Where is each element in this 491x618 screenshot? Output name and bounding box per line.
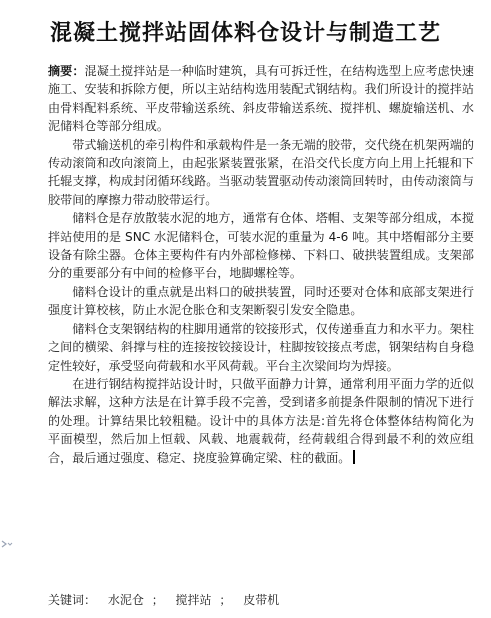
body-paragraph: 储料仓是存放散装水泥的地方，通常有仓体、塔帽、支架等部分组成，本搅拌站使用的是 SNC 水泥储料仓，可装水泥的重量为 4-6 吨。其中塔帽部分主要设备有除尘器。仓体主要构件有内外部检修梯、下料口、破拱装置组成。支架部分的重要部分有中间的检修平台，地脚螺栓等。	[48, 211, 474, 281]
keyword-separator: ；	[219, 593, 232, 607]
body-paragraph-text: 在进行钢结构搅拌站设计时，只做平面静力计算，通常利用平面力学的近似解法求解，这种方法是在计算手段不完善，受到诸多前提条件限制的情况下进行的处理。计算结果比较粗糙。设计中的具体方法是:首先将仓体整体结构简化为平面模型，然后加上恒载、风载、地震载荷，经荷载组合得到最不利的效应组合，最后通过强度、稳定、挠度验算确定梁、柱的截面。	[48, 376, 474, 465]
document-title: 混凝土搅拌站固体料仓设计与制造工艺	[49, 21, 441, 46]
keywords-line	[48, 591, 283, 608]
abstract-paragraph	[48, 62, 474, 136]
keyword-separator: ；	[151, 593, 164, 607]
text-position-marker-icon[interactable]	[1, 535, 13, 547]
keyword: 水泥仓	[107, 593, 144, 607]
body-paragraph: 带式输送机的牵引构件和承载构件是一条无端的胶带，交代绕在机架两端的传动滚筒和改向滚筒上，由起张紧装置张紧，在沿交代长度方向上用上托辊和下托辊支撑，构成封闭循环线路。当驱动装置驱动传动滚筒回转时，由传动滚筒与胶带间的摩擦力带动胶带运行。	[48, 137, 474, 207]
document-body[interactable]	[48, 62, 474, 467]
abstract-text: 混凝土搅拌站是一种临时建筑，具有可拆迁性，在结构选型上应考虑快速施工、安装和拆除方便，所以主站结构选用装配式钢结构。我们所设计的搅拌站由骨料配料系统、平皮带输送系统、斜皮带输送系统、搅拌机、螺旋输送机、水泥储料仓等部分组成。	[48, 64, 474, 134]
keywords-label: 关键词：	[48, 593, 97, 607]
text-cursor	[353, 450, 355, 464]
keyword: 搅拌站	[175, 593, 212, 607]
keyword: 皮带机	[243, 593, 280, 607]
abstract-label: 摘要：	[48, 64, 85, 78]
body-paragraph	[48, 375, 474, 467]
body-paragraph: 储料仓支架钢结构的柱脚用通常的铰接形式，仅传递垂直力和水平力。架柱之间的横梁、斜撑与柱的连接按铰接设计，柱脚按铰接点考虑，钢架结构自身稳定性较好，承受竖向荷载和水平风荷载。平台主次梁间均为焊接。	[48, 321, 474, 373]
body-paragraph: 储料仓设计的重点就是出料口的破拱装置，同时还要对仓体和底部支架进行强度计算校核，防止水泥仓胀仓和支架断裂引发安全隐患。	[48, 284, 474, 318]
